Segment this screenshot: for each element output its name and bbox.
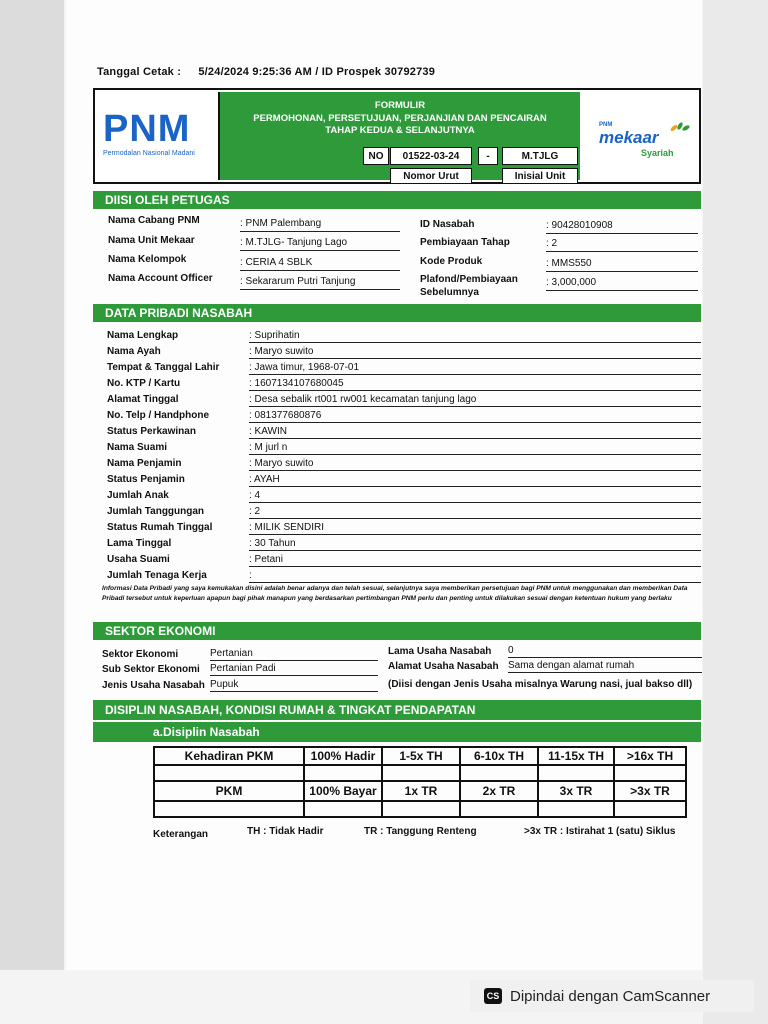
cell-blank bbox=[460, 765, 538, 781]
value-nama-lengkap: : Suprihatin bbox=[249, 330, 300, 341]
cell-2x-tr: 2x TR bbox=[460, 781, 538, 801]
cell-3x-tr: 3x TR bbox=[538, 781, 614, 801]
value-jumlah-tanggungan: : 2 bbox=[249, 506, 261, 517]
line-nama-penjamin bbox=[249, 470, 701, 471]
value-nama-suami: : M jurl n bbox=[249, 442, 288, 453]
cell-blank bbox=[304, 765, 382, 781]
value-usaha-suami: : Petani bbox=[249, 554, 283, 565]
label-status-perkawinan: Status Perkawinan bbox=[107, 426, 196, 437]
mekaar-pnm-text: PNM bbox=[599, 122, 613, 128]
value-status-rumah: : MILIK SENDIRI bbox=[249, 522, 325, 533]
label-account-officer: Nama Account Officer bbox=[108, 273, 213, 284]
line-kode-produk bbox=[546, 271, 698, 272]
line-lama-tinggal bbox=[249, 550, 701, 551]
line-plafond bbox=[546, 290, 698, 291]
line-usaha-suami bbox=[249, 566, 701, 567]
cell-16-th: >16x TH bbox=[614, 747, 686, 765]
mekaar-syariah-text: Syariah bbox=[641, 148, 674, 158]
value-ttl: : Jawa timur, 1968-07-01 bbox=[249, 362, 360, 373]
line-tenaga-kerja bbox=[249, 582, 701, 583]
form-header bbox=[93, 88, 701, 184]
line-alamat-tinggal bbox=[249, 406, 701, 407]
line-sub-sektor bbox=[210, 675, 378, 676]
inisial-unit-value: M.TJLG bbox=[502, 147, 578, 165]
form-title-line1: FORMULIR bbox=[374, 100, 426, 111]
value-pembiayaan-tahap: : 2 bbox=[546, 238, 558, 249]
form-title-line2: PERMOHONAN, PERSETUJUAN, PERJANJIAN DAN PENCAIRAN bbox=[253, 113, 547, 124]
label-lama-usaha: Lama Usaha Nasabah bbox=[388, 646, 492, 657]
label-jumlah-anak: Jumlah Anak bbox=[107, 490, 169, 501]
data-consent-disclaimer: Informasi Data Pribadi yang saya kemukakan disini adalah benar adanya dan telah sesuai, selanjutnya saya memberikan persetujuan bagi PNM untuk menggunakan dan memberikan Data Pribadi tersebut untuk keperluan apapun bagi pihak manapun yang berdasarkan pertimbangan PNM perlu dan penting untuk dilakukan sesuai dengan ketentuan hukum yang berlaku bbox=[102, 585, 688, 602]
cell-blank bbox=[538, 765, 614, 781]
cell-100-hadir: 100% Hadir bbox=[304, 747, 382, 765]
value-kode-produk: : MMS550 bbox=[546, 258, 592, 269]
label-nama-ayah: Nama Ayah bbox=[107, 346, 161, 357]
line-status-rumah bbox=[249, 534, 701, 535]
line-jumlah-anak bbox=[249, 502, 701, 503]
label-pembiayaan-tahap: Pembiayaan Tahap bbox=[420, 237, 510, 248]
label-nama-cabang: Nama Cabang PNM bbox=[108, 215, 200, 226]
line-lama-usaha bbox=[508, 657, 702, 658]
print-meta bbox=[97, 66, 435, 78]
form-title-line3: TAHAP KEDUA & SELANJUTNYA bbox=[325, 125, 475, 136]
label-nama-lengkap: Nama Lengkap bbox=[107, 330, 179, 341]
cell-blank bbox=[382, 801, 460, 817]
label-sektor-ekonomi: Sektor Ekonomi bbox=[102, 649, 179, 660]
value-plafond: : 3,000,000 bbox=[546, 277, 597, 288]
cell-11-15-th: 11-15x TH bbox=[538, 747, 614, 765]
section-sektor-ekonomi: SEKTOR EKONOMI bbox=[93, 622, 701, 640]
value-sektor-ekonomi: Pertanian bbox=[210, 648, 253, 659]
label-lama-tinggal: Lama Tinggal bbox=[107, 538, 172, 549]
label-plafond-sebelumnya: Sebelumnya bbox=[420, 287, 479, 298]
value-nama-ayah: : Maryo suwito bbox=[249, 346, 314, 357]
line-nama-cabang bbox=[240, 231, 400, 232]
label-kode-produk: Kode Produk bbox=[420, 256, 483, 267]
cell-blank bbox=[382, 765, 460, 781]
line-account-officer bbox=[240, 289, 400, 290]
label-status-penjamin: Status Penjamin bbox=[107, 474, 185, 485]
line-alamat-usaha bbox=[508, 672, 702, 673]
label-jumlah-tanggungan: Jumlah Tanggungan bbox=[107, 506, 205, 517]
cell-blank bbox=[614, 765, 686, 781]
value-alamat-tinggal: : Desa sebalik rt001 rw001 kecamatan tanjung lago bbox=[249, 394, 477, 405]
table-row-kehadiran bbox=[154, 747, 686, 765]
label-nama-kelompok: Nama Kelompok bbox=[108, 254, 187, 265]
form-title-block bbox=[220, 92, 580, 180]
cell-1-5-th: 1-5x TH bbox=[382, 747, 460, 765]
line-no-ktp bbox=[249, 390, 701, 391]
table-row-blank-1 bbox=[154, 765, 686, 781]
line-sektor-ekonomi bbox=[210, 660, 378, 661]
value-sub-sektor: Pertanian Padi bbox=[210, 663, 276, 674]
leaf-icon bbox=[669, 120, 691, 134]
cell-100-bayar: 100% Bayar bbox=[304, 781, 382, 801]
print-date-value: 5/24/2024 9:25:36 AM / ID Prospek 30792739 bbox=[198, 66, 436, 78]
cell-blank bbox=[614, 801, 686, 817]
cell-blank bbox=[154, 801, 304, 817]
value-nama-unit: : M.TJLG- Tanjung Lago bbox=[240, 237, 348, 248]
nomor-urut-caption: Nomor Urut bbox=[390, 168, 472, 184]
pnm-logo-subtitle: Permodalan Nasional Madani bbox=[103, 150, 195, 157]
camscanner-icon: CS bbox=[484, 988, 502, 1004]
line-nama-unit bbox=[240, 250, 400, 251]
cell-1x-tr: 1x TR bbox=[382, 781, 460, 801]
cell-blank bbox=[460, 801, 538, 817]
label-jenis-usaha: Jenis Usaha Nasabah bbox=[102, 680, 205, 691]
label-plafond: Plafond/Pembiayaan bbox=[420, 274, 518, 285]
legend-title: Keterangan bbox=[153, 829, 209, 840]
label-nama-unit: Nama Unit Mekaar bbox=[108, 235, 195, 246]
line-nama-lengkap bbox=[249, 342, 701, 343]
label-nama-suami: Nama Suami bbox=[107, 442, 168, 453]
label-nama-penjamin: Nama Penjamin bbox=[107, 458, 182, 469]
pnm-logo bbox=[97, 92, 220, 180]
line-jumlah-tanggungan bbox=[249, 518, 701, 519]
line-nama-ayah bbox=[249, 358, 701, 359]
scan-right-edge bbox=[703, 0, 768, 1024]
line-id-nasabah bbox=[546, 233, 698, 234]
value-no-ktp: : 1607134107680045 bbox=[249, 378, 344, 389]
no-label: NO bbox=[363, 147, 389, 165]
value-account-officer: : Sekararum Putri Tanjung bbox=[240, 276, 356, 287]
value-tenaga-kerja: : bbox=[249, 570, 252, 581]
line-status-penjamin bbox=[249, 486, 701, 487]
line-jenis-usaha bbox=[210, 691, 378, 692]
cell-gt-3x-tr: >3x TR bbox=[614, 781, 686, 801]
camscanner-watermark bbox=[470, 980, 754, 1012]
table-row-pkm bbox=[154, 781, 686, 801]
inisial-unit-caption: Inisial Unit bbox=[502, 168, 578, 184]
pnm-logo-text: PNM bbox=[103, 108, 191, 150]
label-sub-sektor: Sub Sektor Ekonomi bbox=[102, 664, 200, 675]
cell-blank bbox=[304, 801, 382, 817]
value-nama-kelompok: : CERIA 4 SBLK bbox=[240, 257, 313, 268]
print-date-label: Tanggal Cetak : bbox=[97, 66, 182, 78]
value-no-telp: : 081377680876 bbox=[249, 410, 322, 421]
scan-left-edge bbox=[0, 0, 64, 970]
section-petugas: DIISI OLEH PETUGAS bbox=[93, 191, 701, 209]
value-status-perkawinan: : KAWIN bbox=[249, 426, 287, 437]
line-ttl bbox=[249, 374, 701, 375]
cell-pkm-label: PKM bbox=[154, 781, 304, 801]
mekaar-word: mekaar bbox=[599, 128, 659, 147]
label-id-nasabah: ID Nasabah bbox=[420, 219, 475, 230]
label-status-rumah: Status Rumah Tinggal bbox=[107, 522, 213, 533]
subsection-disiplin-nasabah: a.Disiplin Nasabah bbox=[93, 722, 701, 742]
discipline-table bbox=[153, 746, 687, 818]
value-nama-cabang: : PNM Palembang bbox=[240, 218, 322, 229]
value-alamat-usaha: Sama dengan alamat rumah bbox=[508, 660, 635, 671]
cell-6-10-th: 6-10x TH bbox=[460, 747, 538, 765]
line-pembiayaan-tahap bbox=[546, 251, 698, 252]
label-no-telp: No. Telp / Handphone bbox=[107, 410, 210, 421]
table-row-blank-2 bbox=[154, 801, 686, 817]
no-separator: - bbox=[478, 147, 498, 165]
jenis-usaha-note: (Diisi dengan Jenis Usaha misalnya Warung nasi, jual bakso dll) bbox=[388, 679, 693, 690]
label-no-ktp: No. KTP / Kartu bbox=[107, 378, 181, 389]
value-jenis-usaha: Pupuk bbox=[210, 679, 239, 690]
value-jumlah-anak: : 4 bbox=[249, 490, 261, 501]
label-ttl: Tempat & Tanggal Lahir bbox=[107, 362, 220, 373]
section-disiplin: DISIPLIN NASABAH, KONDISI RUMAH & TINGKAT PENDAPATAN bbox=[93, 700, 701, 720]
line-nama-suami bbox=[249, 454, 701, 455]
legend-tidak-hadir: TH : Tidak Hadir bbox=[247, 826, 324, 837]
legend-tanggung-renteng: TR : Tanggung Renteng bbox=[364, 826, 477, 837]
cell-blank bbox=[154, 765, 304, 781]
line-no-telp bbox=[249, 422, 701, 423]
value-lama-tinggal: : 30 Tahun bbox=[249, 538, 296, 549]
label-usaha-suami: Usaha Suami bbox=[107, 554, 170, 565]
cell-kehadiran-label: Kehadiran PKM bbox=[154, 747, 304, 765]
camscanner-text: Dipindai dengan CamScanner bbox=[510, 987, 711, 1005]
label-tenaga-kerja: Jumlah Tenaga Kerja bbox=[107, 570, 207, 581]
label-alamat-tinggal: Alamat Tinggal bbox=[107, 394, 179, 405]
value-id-nasabah: : 90428010908 bbox=[546, 220, 613, 231]
line-nama-kelompok bbox=[240, 270, 400, 271]
line-status-perkawinan bbox=[249, 438, 701, 439]
mekaar-syariah-logo bbox=[585, 96, 695, 176]
nomor-urut-value: 01522-03-24 bbox=[390, 147, 472, 165]
value-status-penjamin: : AYAH bbox=[249, 474, 280, 485]
legend-istirahat: >3x TR : Istirahat 1 (satu) Siklus bbox=[524, 826, 676, 837]
section-data-pribadi: DATA PRIBADI NASABAH bbox=[93, 304, 701, 322]
cell-blank bbox=[538, 801, 614, 817]
value-nama-penjamin: : Maryo suwito bbox=[249, 458, 314, 469]
label-alamat-usaha: Alamat Usaha Nasabah bbox=[388, 661, 499, 672]
value-lama-usaha: 0 bbox=[508, 645, 514, 656]
